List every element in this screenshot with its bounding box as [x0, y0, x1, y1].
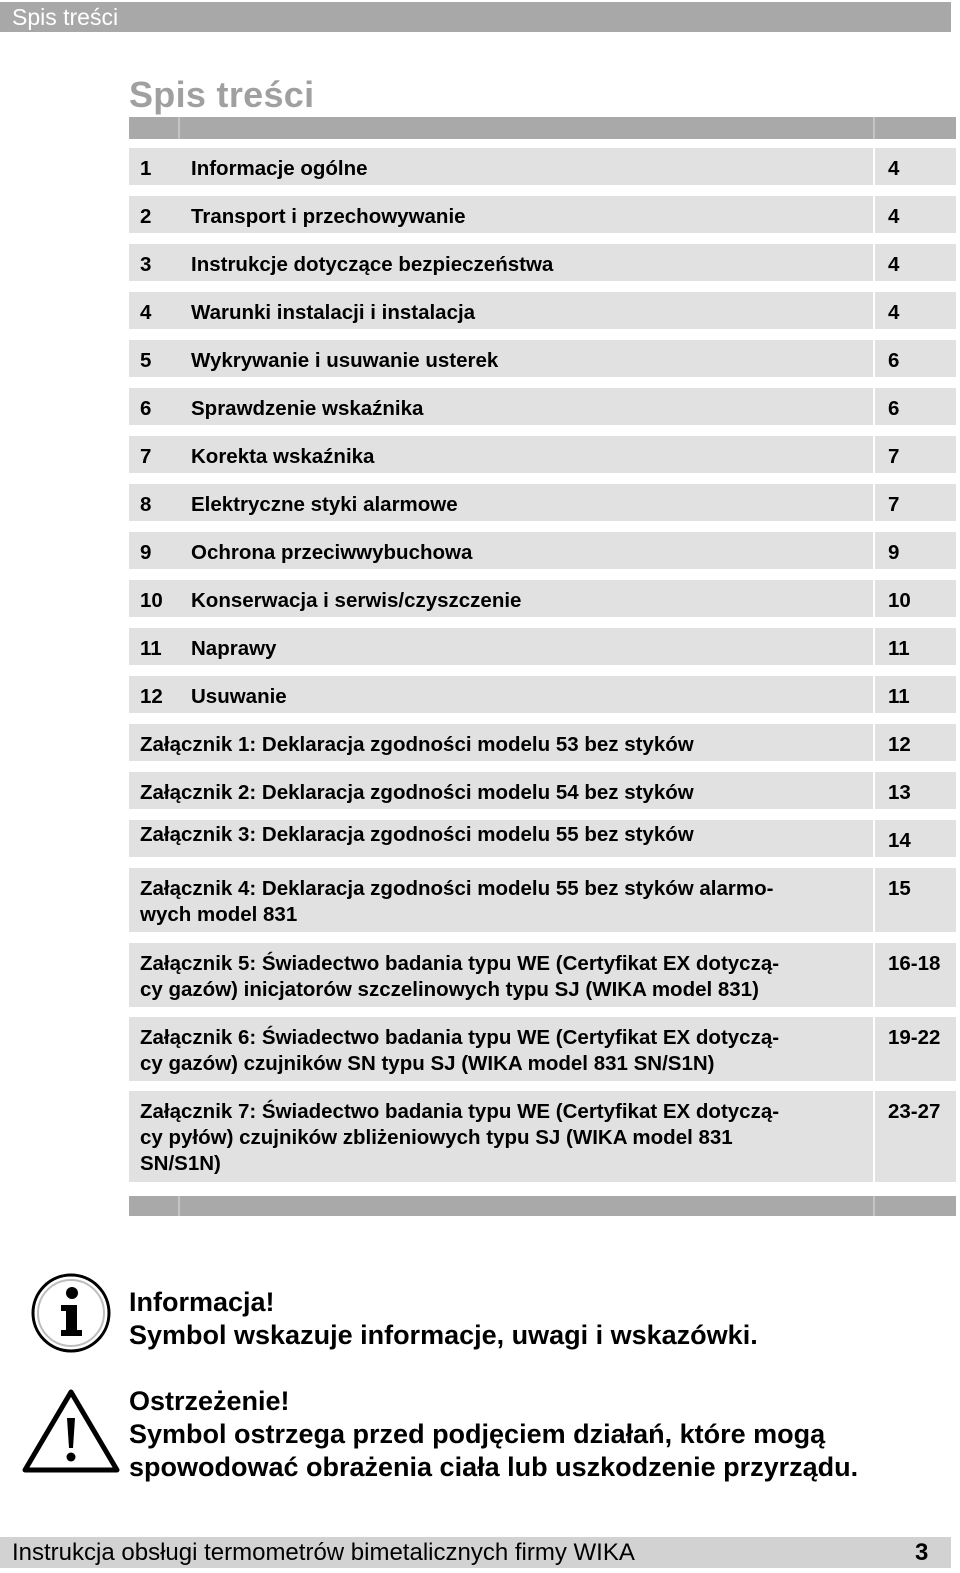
- toc-entry-page: 4: [888, 253, 900, 276]
- toc-annex-page: 14: [888, 829, 911, 852]
- info-heading: Informacja!: [129, 1287, 275, 1317]
- toc-top-band: [129, 117, 956, 139]
- toc-annex-page: 12: [888, 733, 911, 756]
- toc-entry-page: 4: [888, 301, 900, 324]
- toc-entry-title: Instrukcje dotyczące bezpieczeństwa: [191, 253, 554, 276]
- toc-entry-page: 6: [888, 349, 900, 372]
- toc-entry[interactable]: [129, 580, 956, 617]
- toc-entry[interactable]: [129, 484, 956, 521]
- toc-entry-title: Wykrywanie i usuwanie usterek: [191, 349, 499, 372]
- warning-note: [129, 1385, 858, 1484]
- warning-heading: Ostrzeżenie!: [129, 1386, 290, 1416]
- toc-entry-number: 3: [140, 253, 152, 276]
- toc-annex-page: 16-18: [888, 952, 941, 975]
- toc-annex[interactable]: [129, 772, 956, 809]
- toc-entry[interactable]: [129, 628, 956, 665]
- toc-entry-title: Elektryczne styki alarmowe: [191, 493, 458, 516]
- toc-entry-page: 4: [888, 205, 900, 228]
- toc-entry-number: 10: [140, 589, 163, 612]
- header-bar: [0, 2, 951, 32]
- toc-annex-title: Załącznik 3: Deklaracja zgodności modelu 55 bez styków: [140, 823, 694, 846]
- footer-manual-title: Instrukcja obsługi termometrów bimetalicznych firmy WIKA: [12, 1539, 635, 1566]
- toc-entry-title: Usuwanie: [191, 685, 287, 708]
- toc-entry[interactable]: [129, 196, 956, 233]
- toc-entry-title: Naprawy: [191, 637, 277, 660]
- toc-annex-title: Załącznik 4: Deklaracja zgodności modelu 55 bez styków alarmo- wych model 831: [140, 877, 774, 926]
- toc-entry[interactable]: [129, 340, 956, 377]
- toc-entry-title: Sprawdzenie wskaźnika: [191, 397, 424, 420]
- toc-entry-number: 2: [140, 205, 152, 228]
- toc-entry[interactable]: [129, 292, 956, 329]
- toc-entry-page: 10: [888, 589, 911, 612]
- toc-entry-title: Ochrona przeciwwybuchowa: [191, 541, 473, 564]
- toc-entry-page: 11: [888, 637, 910, 660]
- toc-entry[interactable]: [129, 532, 956, 569]
- toc-entry-number: 8: [140, 493, 152, 516]
- toc-annex-title: Załącznik 5: Świadectwo badania typu WE (Certyfikat EX dotyczą- cy gazów) inicjatorów szczelinowych typu SJ (WIKA model 831): [140, 952, 780, 1001]
- toc-entry[interactable]: [129, 436, 956, 473]
- header-section-title: Spis treści: [12, 4, 119, 30]
- toc-entry-title: Transport i przechowywanie: [191, 205, 466, 228]
- toc-annex-page: 23-27: [888, 1100, 941, 1123]
- toc-annex-title: Załącznik 7: Świadectwo badania typu WE (Certyfikat EX dotyczą- cy pyłów) czujników zbliżeniowych typu SJ (WIKA model 831 SN/S1N): [140, 1100, 780, 1175]
- toc-entry-page: 6: [888, 397, 900, 420]
- toc-entry-number: 6: [140, 397, 152, 420]
- toc-entry-number: 1: [140, 157, 152, 180]
- toc-entry[interactable]: [129, 676, 956, 713]
- toc-entry-page: 7: [888, 493, 900, 516]
- info-note: [129, 1286, 758, 1352]
- toc-annex[interactable]: [129, 820, 956, 857]
- toc-entry[interactable]: [129, 148, 956, 185]
- toc-title: Spis treści: [129, 74, 315, 115]
- toc-entry-number: 11: [140, 637, 162, 660]
- toc-annex[interactable]: [129, 1091, 956, 1182]
- warning-text-line: spowodować obrażenia ciała lub uszkodzenie przyrządu.: [129, 1452, 859, 1482]
- toc-entry-page: 11: [888, 685, 910, 708]
- toc-annex-title: Załącznik 6: Świadectwo badania typu WE (Certyfikat EX dotyczą- cy gazów) czujników SN typu SJ (WIKA model 831 SN/S1N): [140, 1026, 780, 1075]
- toc-annex[interactable]: [129, 943, 956, 1007]
- toc-entry[interactable]: [129, 388, 956, 425]
- toc-annex[interactable]: [129, 1017, 956, 1081]
- toc-entry-number: 7: [140, 445, 152, 468]
- toc-entry-number: 4: [140, 301, 152, 324]
- toc-entry-page: 4: [888, 157, 900, 180]
- toc-annex-page: 15: [888, 877, 911, 900]
- toc-entry-page: 9: [888, 541, 900, 564]
- toc-entry-number: 12: [140, 685, 163, 708]
- warning-text-line: Symbol ostrzega przed podjęciem działań, które mogą: [129, 1419, 826, 1449]
- toc-entry[interactable]: [129, 244, 956, 281]
- toc-entry-title: Korekta wskaźnika: [191, 445, 375, 468]
- toc-entry-title: Warunki instalacji i instalacja: [191, 301, 476, 324]
- info-icon: [30, 1272, 112, 1354]
- toc-entry-title: Konserwacja i serwis/czyszczenie: [191, 589, 522, 612]
- footer-page-number: 3: [915, 1539, 929, 1566]
- toc-bottom-band: [129, 1196, 956, 1216]
- toc-annex[interactable]: [129, 868, 956, 932]
- toc-entry-number: 5: [140, 349, 152, 372]
- toc-annex-title: Załącznik 2: Deklaracja zgodności modelu 54 bez styków: [140, 781, 694, 804]
- toc-annex-title: Załącznik 1: Deklaracja zgodności modelu 53 bez styków: [140, 733, 694, 756]
- toc-annex-page: 19-22: [888, 1026, 941, 1049]
- toc-entry-title: Informacje ogólne: [191, 157, 368, 180]
- toc-entry-page: 7: [888, 445, 900, 468]
- warning-icon: [22, 1388, 120, 1474]
- toc-annex[interactable]: [129, 724, 956, 761]
- toc-annex-page: 13: [888, 781, 911, 804]
- toc-entry-number: 9: [140, 541, 152, 564]
- info-text: Symbol wskazuje informacje, uwagi i wskazówki.: [129, 1320, 758, 1350]
